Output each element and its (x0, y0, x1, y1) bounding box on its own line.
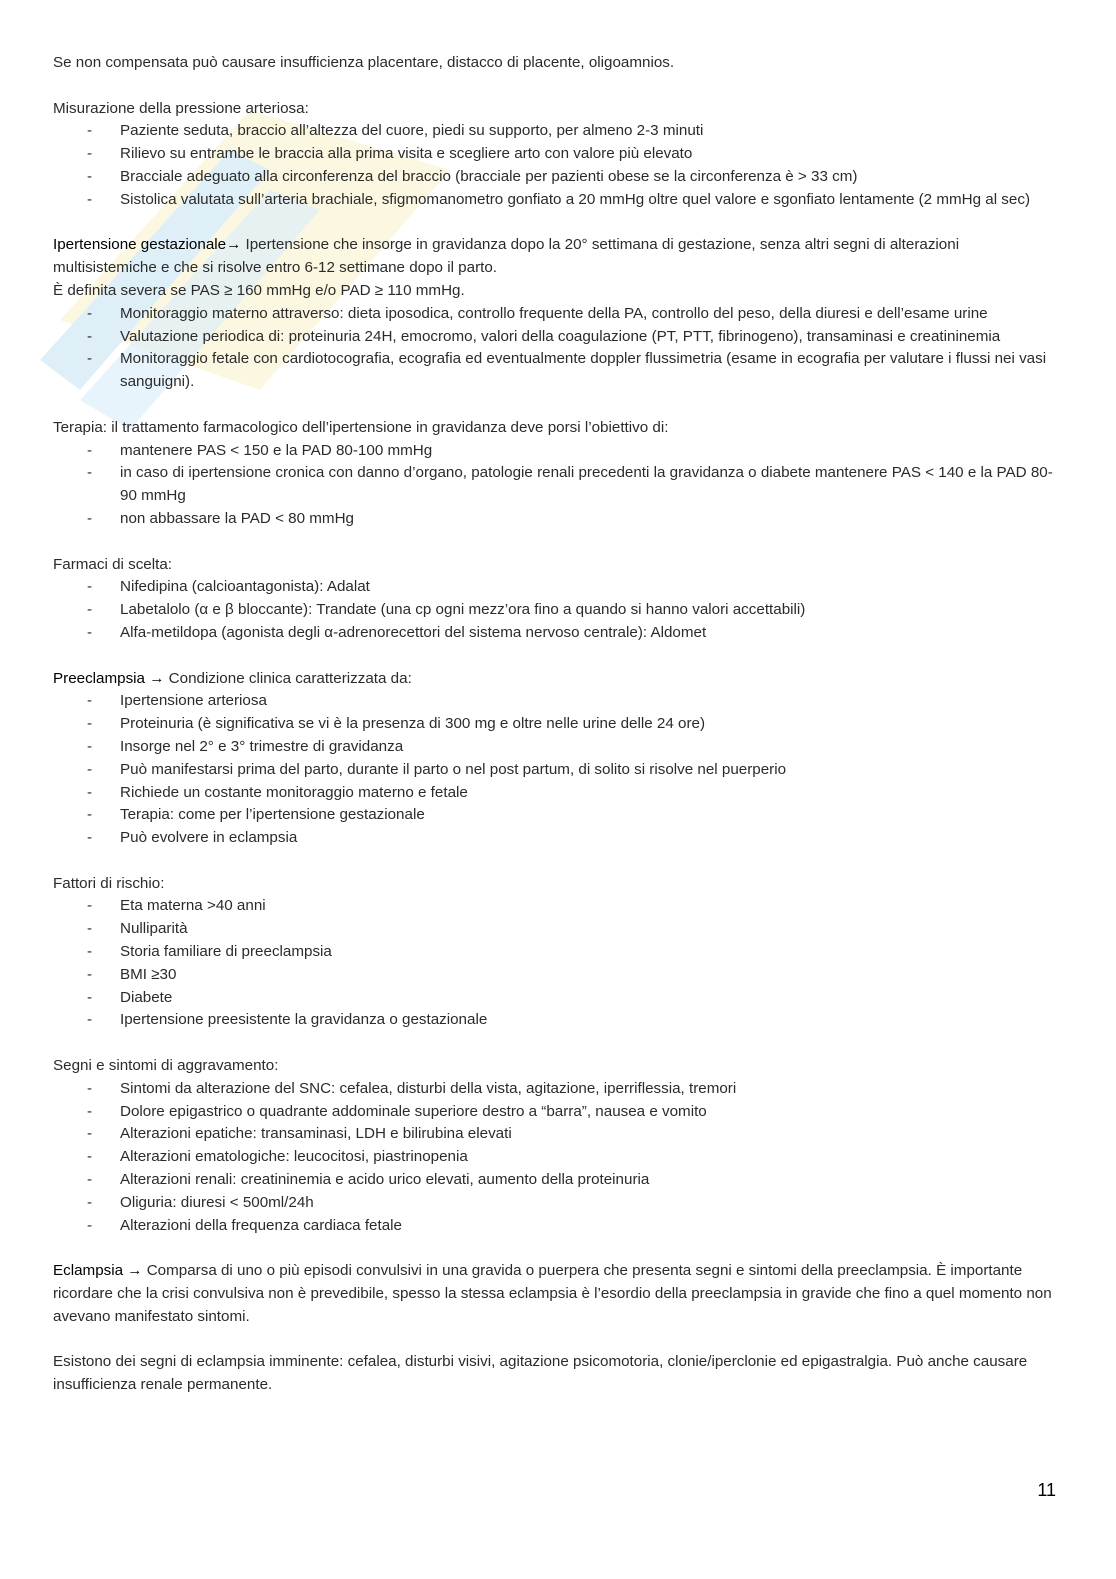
list-item: - Eta materna >40 anni (53, 895, 1056, 918)
list-item: - Labetalolo (α e β bloccante): Trandate (una cp ogni mezz’ora fino a quando si hanno valori accettabili) (53, 599, 1056, 622)
gestational-definition (53, 234, 1056, 280)
list-item: - Paziente seduta, braccio all’altezza del cuore, piedi su supporto, per almeno 2-3 minuti (53, 120, 1056, 143)
gestational-definition-text: Ipertensione che insorge in gravidanza dopo la 20° settimana di gestazione, senza altri segni di alterazioni multisistemiche e che si risolve entro 6-12 settimane dopo il parto. (53, 236, 960, 277)
list-item: - Può evolvere in eclampsia (53, 827, 1056, 850)
therapy-list (53, 440, 1056, 531)
list-item: - Oliguria: diuresi < 500ml/24h (53, 1192, 1056, 1215)
drugs-section (53, 554, 1056, 645)
list-item: - Proteinuria (è significativa se vi è la presenza di 300 mg e oltre nelle urine delle 24 ore) (53, 713, 1056, 736)
list-item: - Bracciale adeguato alla circonferenza del braccio (bracciale per pazienti obese se la circonferenza è > 33 cm) (53, 166, 1056, 189)
measurement-heading: Misurazione della pressione arteriosa: (53, 99, 309, 117)
list-item: - Alterazioni della frequenza cardiaca fetale (53, 1215, 1056, 1238)
list-item: - Alfa-metildopa (agonista degli α-adrenorecettori del sistema nervoso centrale): Aldomet (53, 622, 1056, 645)
list-item: - BMI ≥30 (53, 964, 1056, 987)
list-item: - Dolore epigastrico o quadrante addominale superiore destro a “barra”, nausea e vomito (53, 1101, 1056, 1124)
drugs-heading: Farmaci di scelta: (53, 555, 173, 573)
risk-list (53, 895, 1056, 1032)
eclampsia-term: Eclampsia (53, 1262, 124, 1280)
measurement-section (53, 98, 1056, 212)
gestational-list (53, 303, 1056, 394)
list-item: - Può manifestarsi prima del parto, durante il parto o nel post partum, di solito si risolve nel puerperio (53, 759, 1056, 782)
risk-heading: Fattori di rischio: (53, 874, 165, 892)
arrow-icon: → (149, 669, 165, 687)
list-item: - Ipertensione arteriosa (53, 690, 1056, 713)
preeclampsia-definition-text: Condizione clinica caratterizzata da: (164, 669, 412, 687)
list-item: - Alterazioni ematologiche: leucocitosi, piastrinopenia (53, 1146, 1056, 1169)
worsening-heading: Segni e sintomi di aggravamento: (53, 1057, 279, 1075)
gestational-severe: È definita severa se PAS ≥ 160 mmHg e/o PAD ≥ 110 mmHg. (53, 281, 465, 299)
preeclampsia-term: Preeclampsia (53, 669, 146, 687)
intro-text: Se non compensata può causare insufficienza placentare, distacco di placente, oligoamnios. (53, 54, 675, 71)
therapy-heading: Terapia: il trattamento farmacologico dell’ipertensione in gravidanza deve porsi l’obiettivo di: (53, 418, 669, 436)
document-page (53, 52, 1056, 1397)
arrow-icon: → (226, 236, 242, 254)
list-item: - in caso di ipertensione cronica con danno d’organo, patologie renali precedenti la gravidanza o diabete mantenere PAS < 140 e la PAD 80-90 mmHg (53, 462, 1056, 508)
list-item: - Diabete (53, 987, 1056, 1010)
list-item: - non abbassare la PAD < 80 mmHg (53, 508, 1056, 531)
list-item: - Nifedipina (calcioantagonista): Adalat (53, 576, 1056, 599)
drugs-list (53, 576, 1056, 644)
list-item: - Alterazioni epatiche: transaminasi, LDH e bilirubina elevati (53, 1123, 1056, 1146)
worsening-list (53, 1078, 1056, 1238)
gestational-section (53, 234, 1056, 394)
list-item: - Valutazione periodica di: proteinuria 24H, emocromo, valori della coagulazione (PT, PTT, fibrinogeno), transaminasi e creatininemia (53, 326, 1056, 349)
list-item: - Monitoraggio fetale con cardiotocografia, ecografia ed eventualmente doppler flussimetria (esame in ecografia per valutare i flussi nei vasi sanguigni). (53, 348, 1056, 394)
preeclampsia-list (53, 690, 1056, 850)
list-item: - Storia familiare di preeclampsia (53, 941, 1056, 964)
list-item: - Rilievo su entrambe le braccia alla prima visita e scegliere arto con valore più elevato (53, 143, 1056, 166)
list-item: - Sistolica valutata sull’arteria brachiale, sfigmomanometro gonfiato a 20 mmHg oltre quel valore e sgonfiato lentamente (2 mmHg al sec) (53, 189, 1056, 212)
arrow-icon: → (127, 1262, 143, 1280)
list-item: - Nulliparità (53, 918, 1056, 941)
list-item: - Ipertensione preesistente la gravidanza o gestazionale (53, 1009, 1056, 1032)
list-item: - Monitoraggio materno attraverso: dieta iposodica, controllo frequente della PA, controllo del peso, della diuresi e dell’esame urine (53, 303, 1056, 326)
list-item: - Terapia: come per l’ipertensione gestazionale (53, 804, 1056, 827)
worsening-section (53, 1055, 1056, 1237)
eclampsia-imminent: Esistono dei segni di eclampsia imminente: cefalea, disturbi visivi, agitazione psicomotoria, clonie/iperclonie ed epigastralgia. Può anche causare insufficienza renale permanente. (53, 1353, 1028, 1394)
list-item: - mantenere PAS < 150 e la PAD 80-100 mmHg (53, 440, 1056, 463)
eclampsia-definition (53, 1260, 1056, 1328)
preeclampsia-section (53, 668, 1056, 850)
risk-section (53, 873, 1056, 1033)
measurement-list (53, 120, 1056, 211)
therapy-section (53, 417, 1056, 531)
list-item: - Richiede un costante monitoraggio materno e fetale (53, 782, 1056, 805)
preeclampsia-definition (53, 668, 1056, 691)
eclampsia-definition-text: Comparsa di uno o più episodi convulsivi in una gravida o puerpera che presenta segni e sintomi della preeclampsia. È importante ricordare che la crisi convulsiva non è prevedibile, spesso la stessa eclampsia è l’esordio della preeclampsia in gravide che fino a quel momento non avevano manifestato sintomi. (53, 1262, 1052, 1325)
list-item: - Insorge nel 2° e 3° trimestre di gravidanza (53, 736, 1056, 759)
list-item: - Alterazioni renali: creatininemia e acido urico elevati, aumento della proteinuria (53, 1169, 1056, 1192)
list-item: - Sintomi da alterazione del SNC: cefalea, disturbi della vista, agitazione, iperriflessia, tremori (53, 1078, 1056, 1101)
page-number: 11 (1037, 1480, 1056, 1500)
gestational-term: Ipertensione gestazionale (53, 236, 227, 254)
